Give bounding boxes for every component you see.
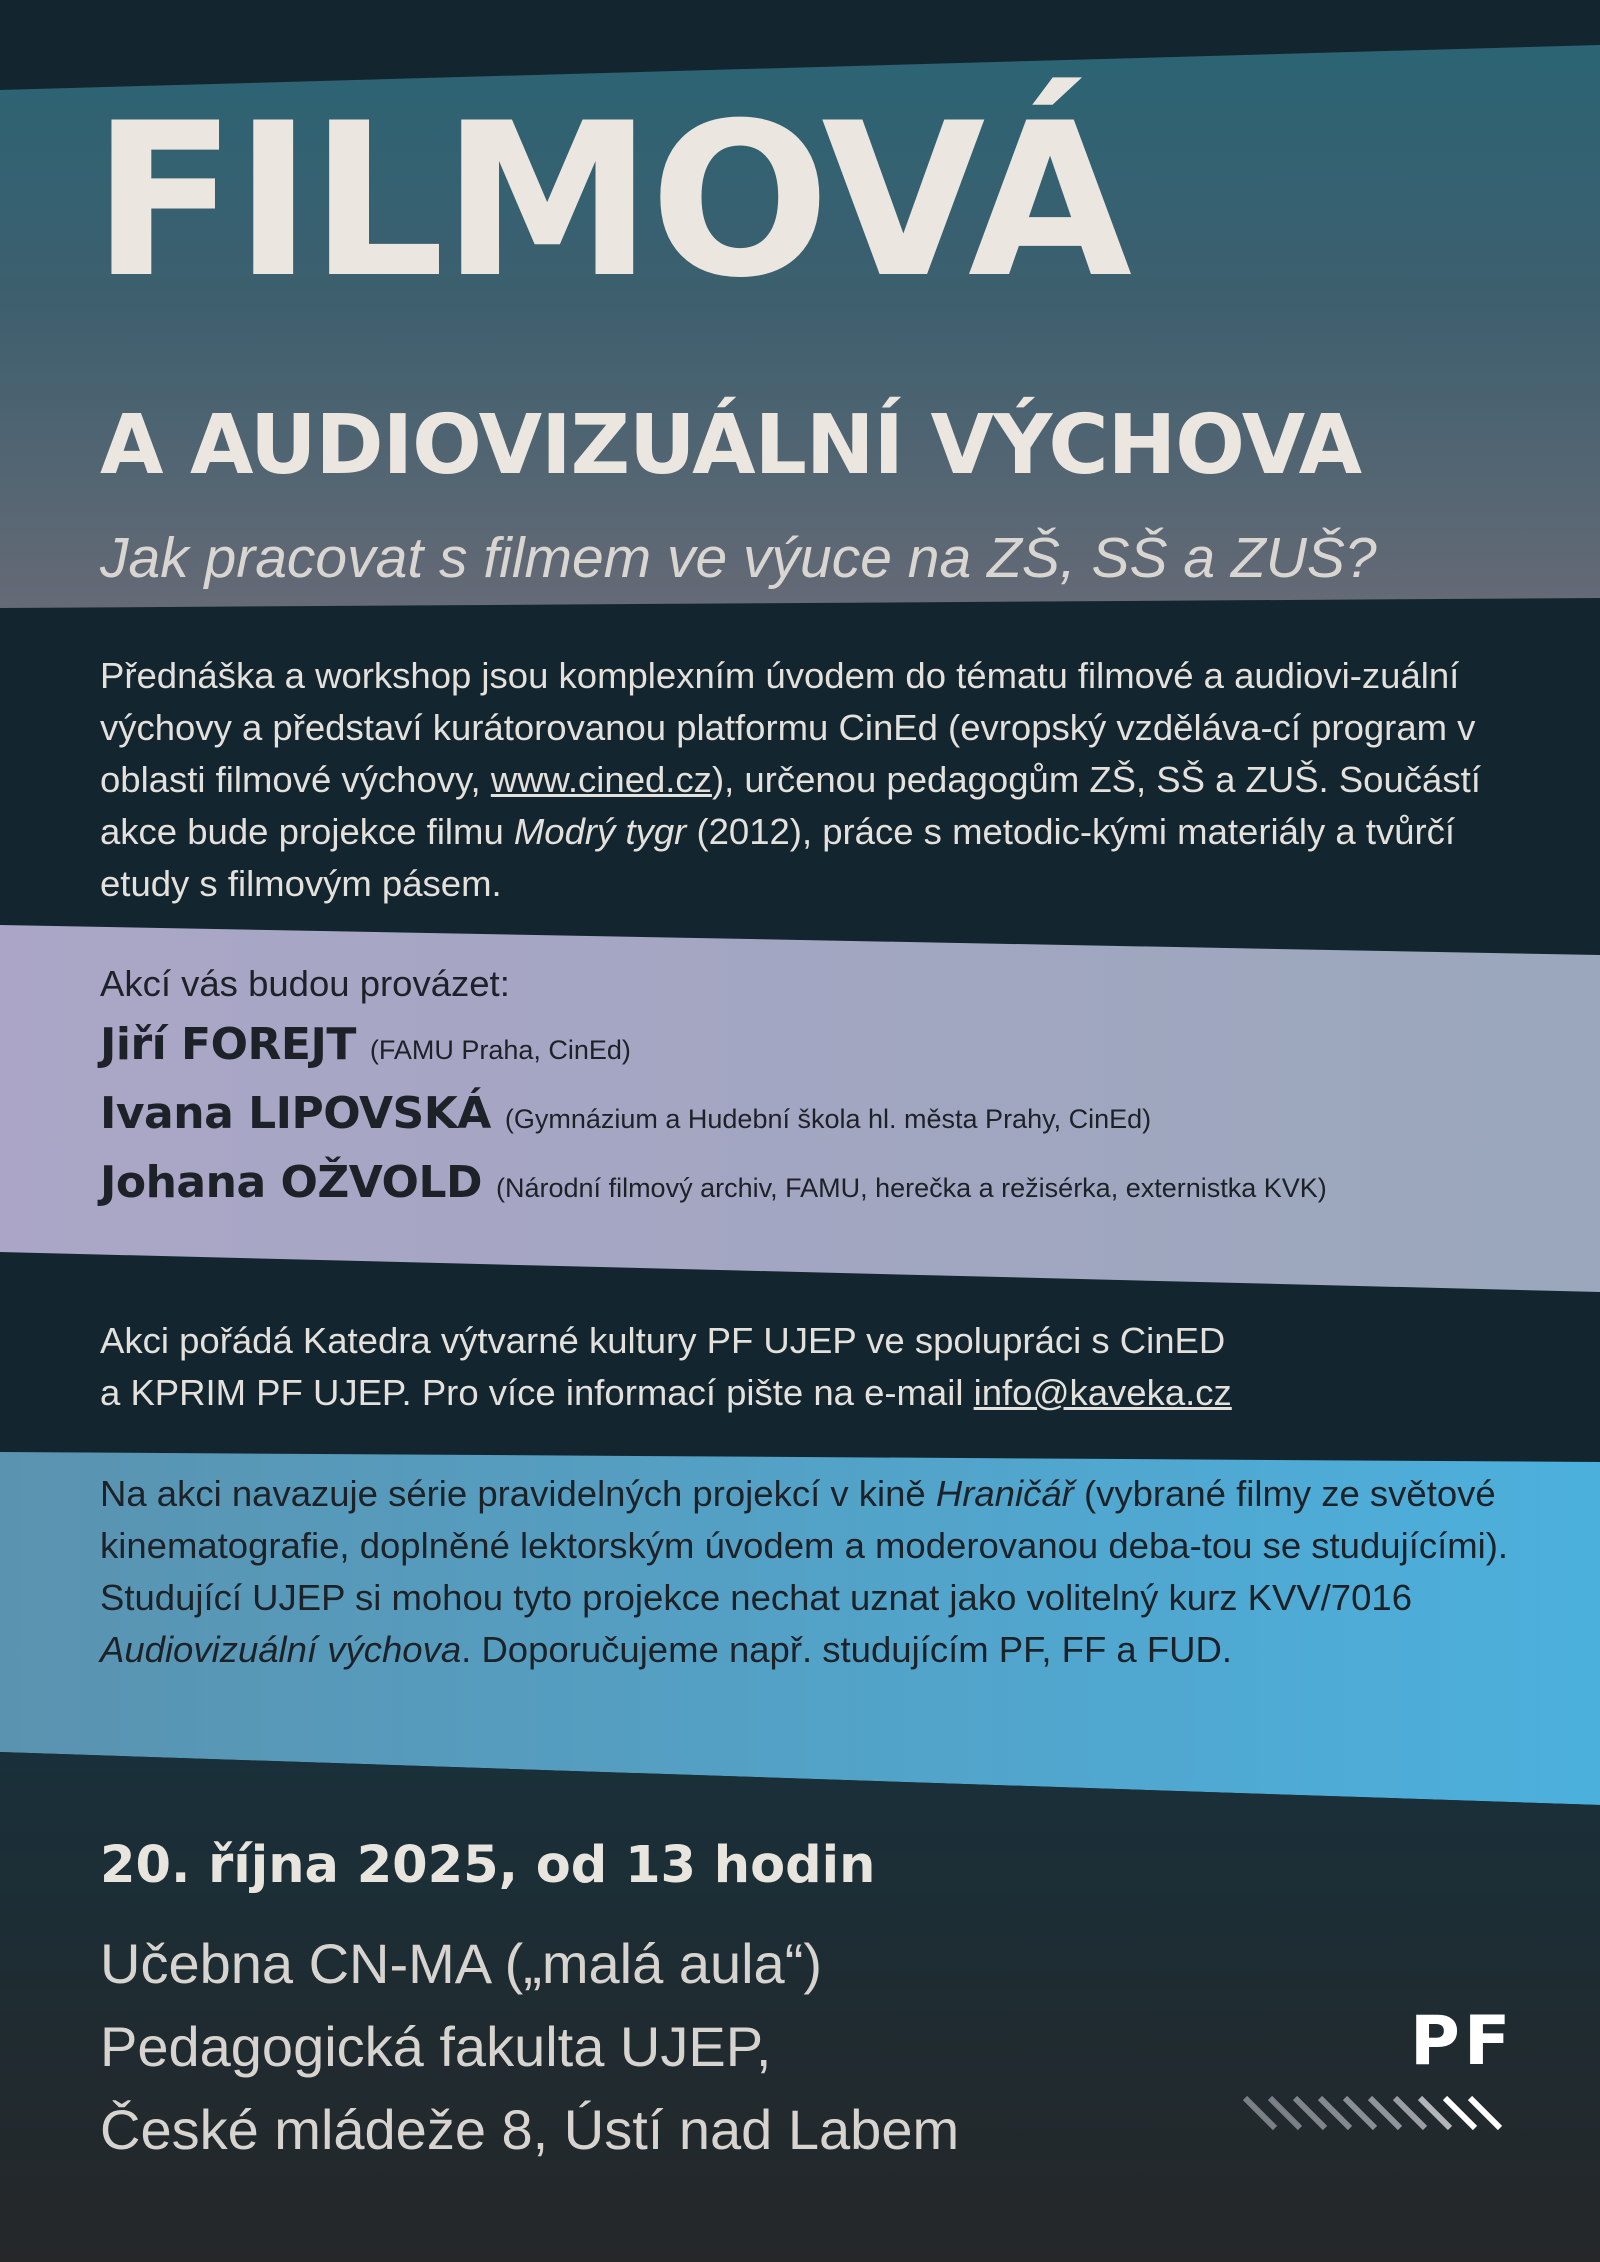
intro-text-3: (2012), práce s metodic-kými materiály a tvůrčí etudy s filmovým pásem.: [100, 811, 1456, 904]
title-sub: A AUDIOVIZUÁLNÍ VÝCHOVA: [100, 398, 1362, 493]
speaker-name: Jiří FOREJT: [100, 1019, 356, 1070]
speaker-name: Johana OŽVOLD: [100, 1157, 483, 1208]
course-name: Audiovizuální výchova: [100, 1629, 462, 1670]
speaker-affiliation: (FAMU Praha, CinEd): [369, 1035, 631, 1065]
speakers-section: [100, 958, 1540, 1217]
pf-stripes-icon: [1240, 2094, 1505, 2134]
speakers-intro: Akcí vás budou provázet:: [100, 963, 510, 1004]
series-text-3: . Doporučujeme např. studujícím PF, FF a FUD.: [461, 1629, 1232, 1670]
email-link[interactable]: info@kaveka.cz: [973, 1372, 1232, 1413]
organizer-paragraph: [100, 1315, 1520, 1419]
speaker-affiliation: (Národní filmový archiv, FAMU, herečka a režisérka, externistka KVK): [496, 1173, 1327, 1203]
venue-line: Učebna CN-MA („malá aula“): [100, 1932, 822, 1995]
speaker-affiliation: (Gymnázium a Hudební škola hl. města Prahy, CinEd): [504, 1104, 1152, 1134]
event-venue: [100, 1922, 959, 2171]
series-text-1: Na akci navazuje série pravidelných projekcí v kině: [100, 1473, 936, 1514]
speaker-name: Ivana LIPOVSKÁ: [100, 1088, 491, 1139]
cined-link[interactable]: www.cined.cz: [490, 759, 712, 800]
intro-text-2: ), určenou pedagogům ZŠ, SŠ a ZUŠ. Součástí akce bude projekce filmu: [100, 759, 1481, 852]
title-main: FILMOVÁ: [92, 77, 1130, 324]
pf-logo-text: PF: [1410, 2002, 1515, 2081]
organizer-line-1: Akci pořádá Katedra výtvarné kultury PF UJEP ve spolupráci s CinED: [100, 1320, 1226, 1361]
film-title: Modrý tygr: [513, 811, 687, 852]
series-text-2: (vybrané filmy ze světové kinematografie, doplněné lektorským úvodem a moderovanou deba-tou se studujícími). Studující UJEP si mohou tyto projekce nechat uznat jako volitelný kurz KVV/7016: [100, 1473, 1509, 1618]
speaker-row: [100, 1148, 1540, 1217]
speaker-row: [100, 1010, 1540, 1079]
event-date: 20. října 2025, od 13 hodin: [100, 1836, 876, 1895]
intro-paragraph: [100, 650, 1520, 910]
venue-line: Pedagogická fakulta UJEP,: [100, 2015, 772, 2078]
tagline: Jak pracovat s filmem ve výuce na ZŠ, SŠ a ZUŠ?: [100, 526, 1377, 590]
intro-text-1: Přednáška a workshop jsou komplexním úvodem do tématu filmové a audiovi-zuální výchovy a představí kurátorovanou platformu CinEd (evropský vzděláva-cí program v oblasti filmové výchovy,: [100, 655, 1476, 800]
organizer-line-2: [100, 1367, 1520, 1419]
speaker-row: [100, 1079, 1540, 1148]
venue-line: České mládeže 8, Ústí nad Labem: [100, 2098, 960, 2161]
organizer-line-2-text: a KPRIM PF UJEP. Pro více informací pište na e-mail: [100, 1372, 974, 1413]
cinema-name: Hraničář: [935, 1473, 1074, 1514]
series-paragraph: [100, 1468, 1520, 1676]
